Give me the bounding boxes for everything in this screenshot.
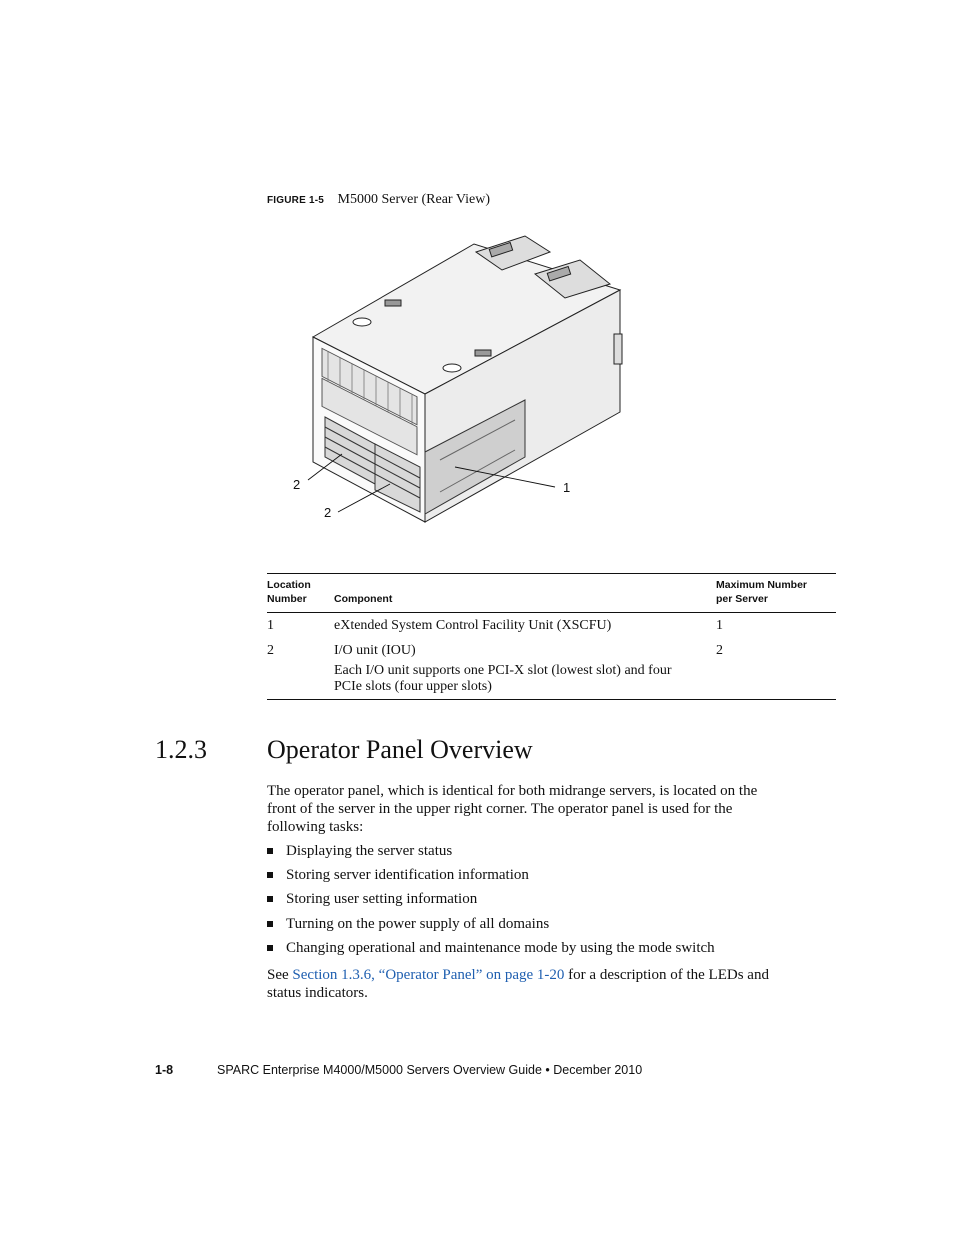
figure-label: FIGURE 1-5 bbox=[267, 195, 325, 206]
header-location bbox=[267, 578, 311, 606]
bullet-icon bbox=[267, 872, 273, 878]
bullet-icon bbox=[267, 848, 273, 854]
list-item bbox=[267, 841, 837, 865]
row2-component: I/O unit (IOU) bbox=[334, 643, 416, 658]
list-item bbox=[267, 914, 837, 938]
intro-line3: following tasks: bbox=[267, 819, 364, 835]
row2-note-line1: Each I/O unit supports one PCI-X slot (lowest slot) and four bbox=[334, 663, 672, 678]
header-location-line1: Location bbox=[267, 579, 311, 591]
list-item-text: Storing server identification information bbox=[286, 867, 529, 884]
see-line2: status indicators. bbox=[267, 985, 368, 1001]
row1-max: 1 bbox=[716, 618, 723, 633]
row2-location: 2 bbox=[267, 643, 274, 658]
bullet-icon bbox=[267, 896, 273, 902]
header-max-line2: per Server bbox=[716, 593, 768, 605]
intro-line2: front of the server in the upper right corner. The operator panel is used for the bbox=[267, 801, 733, 817]
bullet-icon bbox=[267, 945, 273, 951]
see-prefix: See bbox=[267, 967, 293, 983]
table-header-rule bbox=[267, 612, 836, 613]
row2-note-line2: PCIe slots (four upper slots) bbox=[334, 679, 492, 694]
header-max bbox=[716, 578, 807, 606]
figure-caption bbox=[267, 192, 490, 208]
see-line1 bbox=[267, 966, 837, 984]
header-max-line1: Maximum Number bbox=[716, 579, 808, 591]
table-bottom-rule bbox=[267, 699, 836, 700]
footer-text: SPARC Enterprise M4000/M5000 Servers Overview Guide • December 2010 bbox=[217, 1063, 643, 1077]
intro-paragraph bbox=[267, 782, 837, 836]
list-item bbox=[267, 865, 837, 889]
figure-title: M5000 Server (Rear View) bbox=[337, 192, 490, 207]
header-component: Component bbox=[334, 593, 393, 605]
callout-2b: 2 bbox=[324, 505, 332, 520]
see-paragraph bbox=[267, 966, 837, 1002]
list-item-text: Displaying the server status bbox=[286, 843, 453, 859]
row1-component: eXtended System Control Facility Unit (XSCFU) bbox=[334, 618, 612, 633]
list-item bbox=[267, 938, 837, 962]
list-item-text: Changing operational and maintenance mode by using the mode switch bbox=[286, 939, 715, 956]
table-top-rule bbox=[267, 573, 836, 574]
operator-panel-section-link[interactable]: Section 1.3.6, “Operator Panel” on page 1-20 bbox=[292, 967, 565, 983]
list-item-text: Storing user setting information bbox=[286, 891, 478, 908]
callout-1: 1 bbox=[563, 480, 571, 495]
server-rear-view-illustration bbox=[280, 222, 640, 527]
intro-line1: The operator panel, which is identical for both midrange servers, is located on the bbox=[267, 783, 758, 799]
section-number: 1.2.3 bbox=[155, 735, 207, 764]
callout-2a: 2 bbox=[293, 477, 301, 492]
list-item bbox=[267, 889, 837, 913]
section-title: Operator Panel Overview bbox=[267, 735, 533, 764]
task-list bbox=[267, 841, 837, 962]
row1-location: 1 bbox=[267, 618, 274, 633]
page-number: 1-8 bbox=[155, 1063, 174, 1077]
list-item-text: Turning on the power supply of all domains bbox=[286, 915, 550, 932]
see-suffix: for a description of the LEDs and bbox=[564, 967, 769, 983]
header-location-line2: Number bbox=[267, 593, 307, 605]
bullet-icon bbox=[267, 921, 273, 927]
row2-max: 2 bbox=[716, 643, 723, 658]
